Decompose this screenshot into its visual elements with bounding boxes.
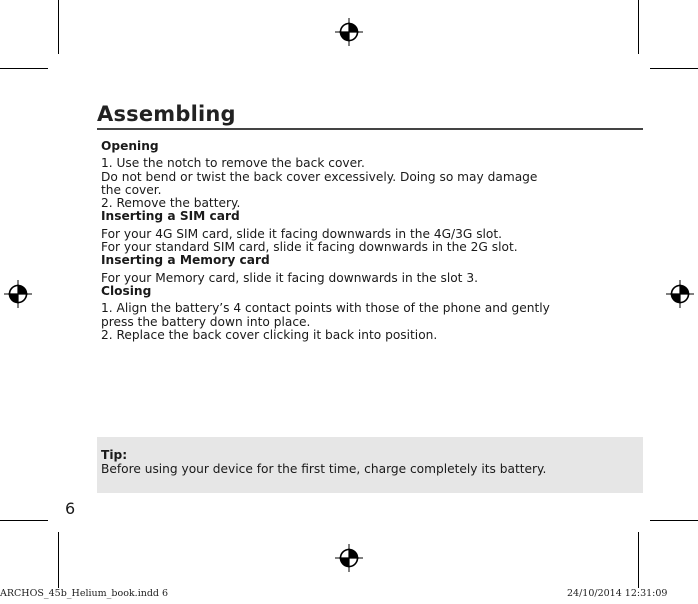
instructions-body	[101, 140, 641, 342]
opening-step-2: 2. Remove the battery.	[101, 196, 241, 211]
registration-mark-icon	[4, 280, 32, 308]
page-title: Assembling	[97, 102, 236, 126]
registration-mark-icon	[335, 18, 363, 46]
title-rule	[97, 128, 643, 130]
tip-label: Tip:	[101, 448, 128, 462]
section-heading-closing: Closing	[101, 283, 152, 298]
opening-warning-line-1: Do not bend or twist the back cover excessively. Doing so may damage	[101, 169, 538, 184]
opening-step-1: 1. Use the notch to remove the back cover.	[101, 156, 365, 171]
crop-mark	[58, 0, 59, 54]
opening-warning-line-2: the cover.	[101, 182, 162, 197]
tip-text: Before using your device for the first time, charge completely its battery.	[101, 462, 547, 476]
crop-mark	[0, 68, 48, 69]
closing-step-2: 2. Replace the back cover clicking it back into position.	[101, 327, 438, 342]
crop-mark	[0, 520, 48, 521]
memory-line-1: For your Memory card, slide it facing downwards in the slot 3.	[101, 270, 478, 285]
crop-mark	[58, 532, 59, 588]
registration-mark-icon	[666, 280, 694, 308]
tip-box	[97, 437, 643, 493]
closing-step-1-line-2: press the battery down into place.	[101, 314, 311, 329]
footer-timestamp: 24/10/2014 12:31:09	[567, 588, 668, 599]
section-heading-opening: Opening	[101, 139, 159, 153]
crop-mark	[638, 532, 639, 588]
closing-step-1-line-1: 1. Align the battery’s 4 contact points with those of the phone and gently	[101, 301, 550, 316]
crop-mark	[638, 0, 639, 54]
section-heading-memory: Inserting a Memory card	[101, 253, 270, 268]
sim-line-2: For your standard SIM card, slide it facing downwards in the 2G slot.	[101, 240, 518, 255]
footer-file-name: ARCHOS_45b_Helium_book.indd 6	[0, 588, 169, 599]
registration-mark-icon	[335, 544, 363, 572]
sim-line-1: For your 4G SIM card, slide it facing downwards in the 4G/3G slot.	[101, 226, 503, 241]
section-heading-sim: Inserting a SIM card	[101, 209, 240, 224]
page-number: 6	[65, 499, 76, 518]
crop-mark	[650, 520, 698, 521]
crop-mark	[650, 68, 698, 69]
